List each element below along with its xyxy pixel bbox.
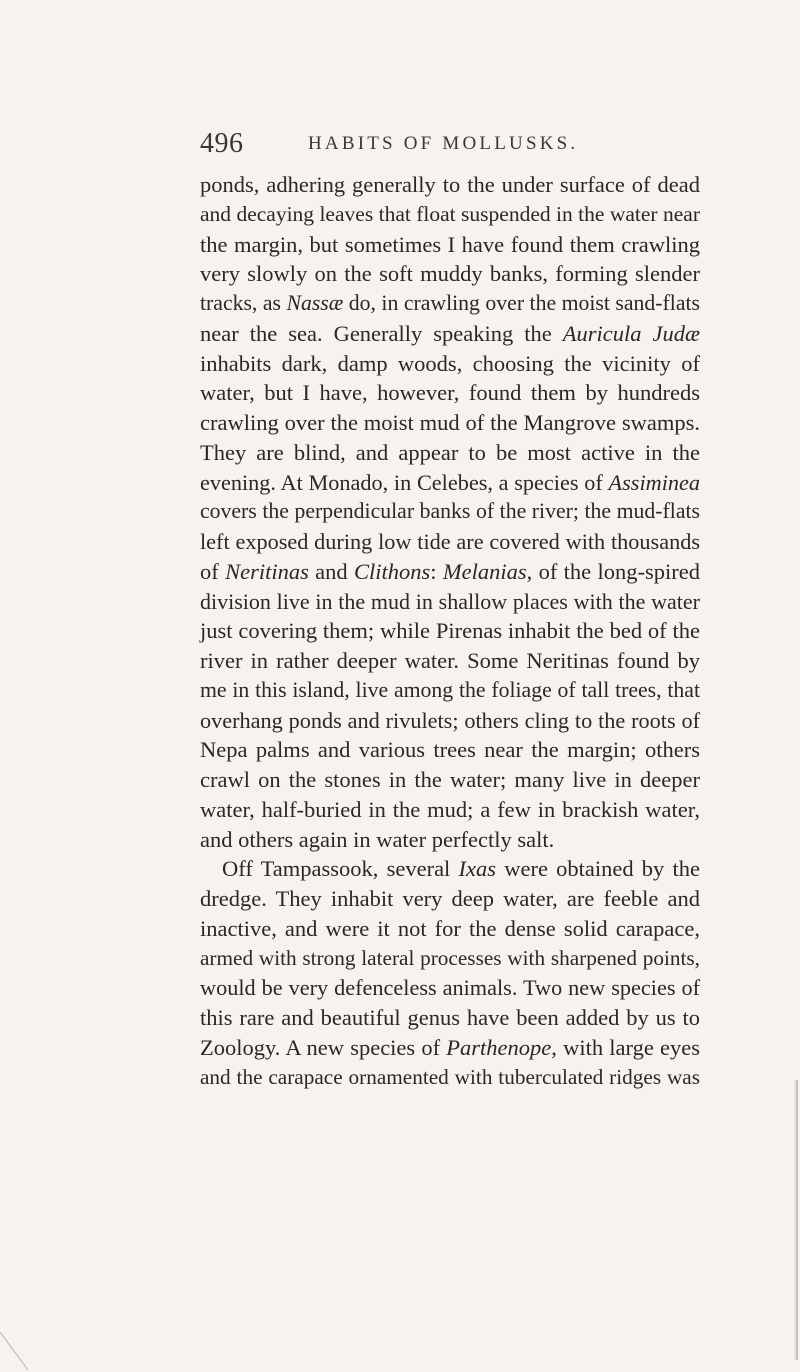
corner-crease bbox=[0, 1332, 30, 1372]
text-line: inactive, and were it not for the dense solid carapace, bbox=[200, 915, 700, 941]
text-line: the margin, but sometimes I have found them crawling bbox=[200, 231, 700, 257]
text-line: crawling over the moist mud of the Mangrove swamps. bbox=[200, 410, 700, 435]
italic-term: Melanias bbox=[442, 558, 527, 584]
text-line: Off Tampassook, several Ixas were obtained by the bbox=[222, 856, 700, 882]
text-line: armed with strong lateral processes with sharpened points, bbox=[200, 945, 700, 970]
page-number: 496 bbox=[200, 128, 244, 159]
text-line: tracks, as Nassæ do, in crawling over the moist sand-flats bbox=[200, 291, 700, 315]
text-line: crawl on the stones in the water; many live in deeper bbox=[200, 767, 700, 792]
text-line: water, but I have, however, found them by hundreds bbox=[200, 380, 700, 406]
text-line: inhabits dark, damp woods, choosing the vicinity of bbox=[200, 350, 700, 376]
page-edge-shadow bbox=[794, 1080, 798, 1360]
text-line: ponds, adhering generally to the under surface of dead bbox=[200, 172, 700, 197]
text-line: overhang ponds and rivulets; others cling to the roots of bbox=[200, 707, 700, 733]
text-line: division live in the mud in shallow places with the water bbox=[200, 588, 700, 614]
running-title: HABITS OF MOLLUSKS. bbox=[308, 133, 579, 154]
italic-term: Ixas bbox=[458, 856, 497, 882]
body-text bbox=[200, 170, 700, 1092]
text-line: Zoology. A new species of Parthenope, with large eyes bbox=[200, 1034, 700, 1060]
text-line: very slowly on the soft muddy banks, forming slender bbox=[200, 261, 700, 287]
text-line: They are blind, and appear to be most active in the bbox=[200, 439, 700, 465]
text-line: and the carapace ornamented with tuberculated ridges was bbox=[200, 1064, 700, 1089]
text-line: dredge. They inhabit very deep water, are feeble and bbox=[200, 886, 700, 911]
text-line: water, half-buried in the mud; a few in brackish water, bbox=[200, 796, 700, 822]
text-line: of Neritinas and Clithons: Melanias, of the long-spired bbox=[200, 558, 700, 584]
text-line: and others again in water perfectly salt. bbox=[200, 826, 555, 852]
text-line: Nepa palms and various trees near the margin; others bbox=[200, 737, 700, 763]
text-line: would be very defenceless animals. Two new species of bbox=[200, 975, 700, 1001]
italic-term: Parthenope bbox=[446, 1034, 552, 1060]
italic-term: Neritinas bbox=[225, 558, 309, 584]
italic-term: Assiminea bbox=[608, 469, 700, 495]
running-head bbox=[200, 128, 700, 168]
text-line: river in rather deeper water. Some Neritinas found by bbox=[200, 648, 700, 673]
text-line: me in this island, live among the foliage of tall trees, that bbox=[200, 677, 700, 702]
text-line: this rare and beautiful genus have been added by us to bbox=[200, 1005, 700, 1030]
text-line: just covering them; while Pirenas inhabit the bed of the bbox=[200, 618, 700, 644]
text-line: left exposed during low tide are covered with thousands bbox=[200, 529, 700, 554]
italic-term: Nassæ bbox=[286, 291, 344, 315]
text-line: evening. At Monado, in Celebes, a species of Assiminea bbox=[200, 469, 700, 495]
text-line: near the sea. Generally speaking the Auricula Judæ bbox=[200, 320, 701, 346]
text-line: covers the perpendicular banks of the river; the mud-flats bbox=[200, 499, 700, 524]
text-line: and decaying leaves that float suspended in the water near bbox=[200, 201, 700, 226]
italic-term: Auricula Judæ bbox=[562, 320, 701, 346]
italic-term: Clithons bbox=[354, 558, 431, 584]
